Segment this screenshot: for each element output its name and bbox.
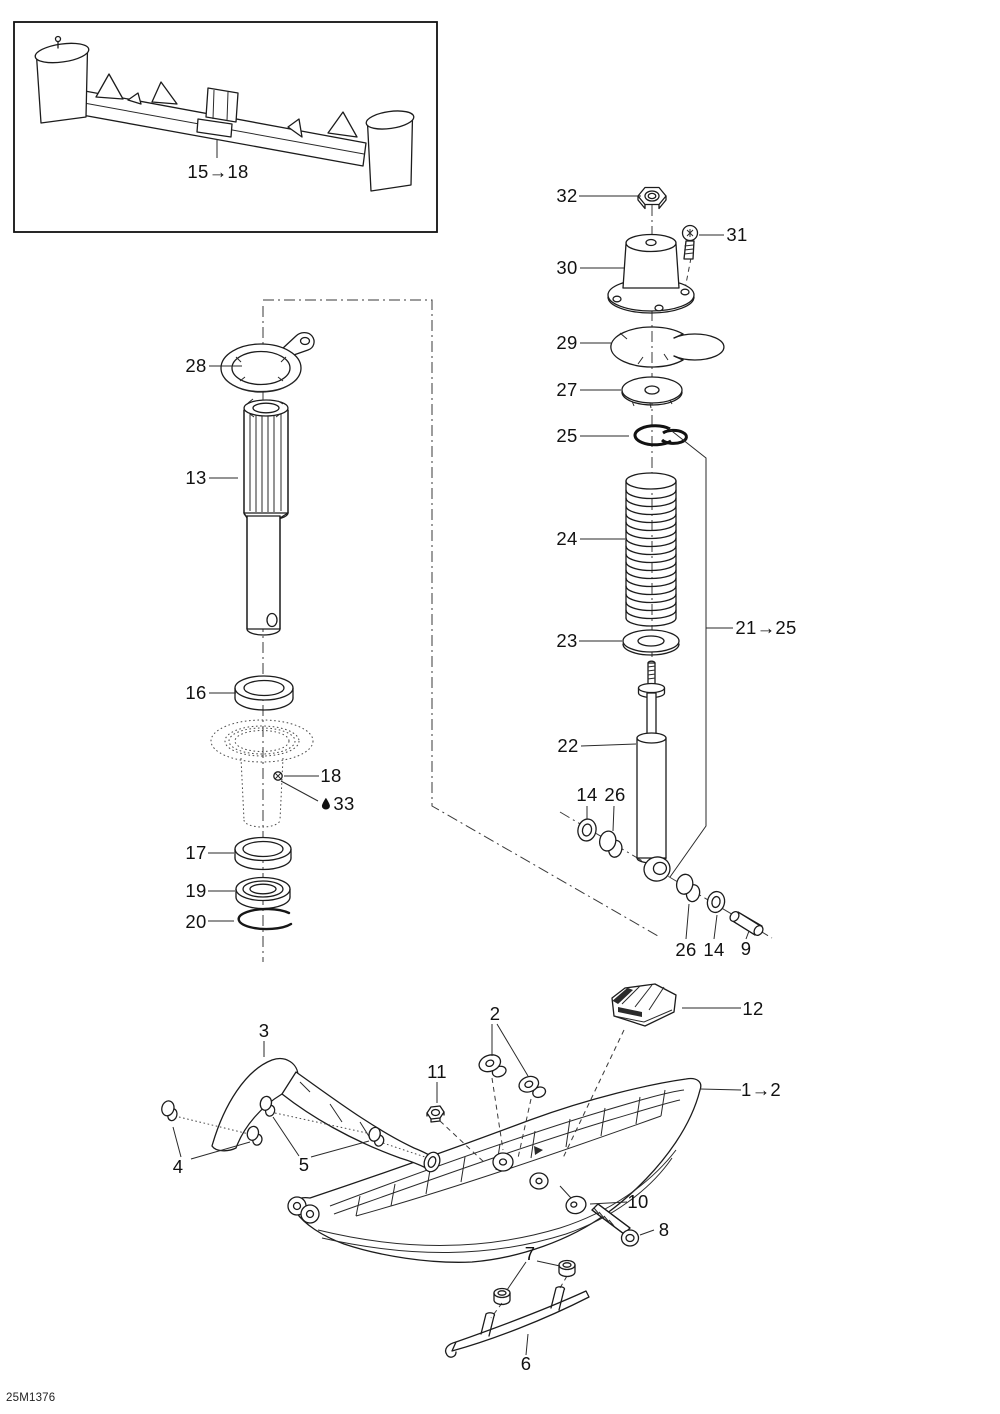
part-label-6: 6 bbox=[520, 1352, 532, 1374]
part-label-13: 13 bbox=[185, 466, 207, 488]
part-label-10: 10 bbox=[627, 1190, 649, 1212]
part-label-28: 28 bbox=[185, 354, 207, 376]
part-label-23: 23 bbox=[556, 629, 578, 651]
part-label-16: 16 bbox=[185, 681, 207, 703]
part-label-1-2: 1→2 bbox=[741, 1078, 781, 1100]
spindle-shaft-13 bbox=[244, 399, 288, 635]
part-label-32: 32 bbox=[556, 184, 578, 206]
part-label-15-18: 15→18 bbox=[187, 160, 249, 182]
ski-body-1 bbox=[288, 1079, 701, 1263]
part-label-27: 27 bbox=[556, 378, 578, 400]
nut-11 bbox=[427, 1106, 444, 1122]
document-code: 25M1376 bbox=[6, 1392, 56, 1404]
part-label-29: 29 bbox=[556, 331, 578, 353]
part-label-12: 12 bbox=[742, 997, 764, 1019]
snap-ring-20 bbox=[239, 909, 291, 929]
part-label-26-upper: 26 bbox=[604, 783, 626, 805]
part-label-31: 31 bbox=[726, 223, 748, 245]
ski-stop-12 bbox=[612, 984, 676, 1026]
part-label-14-lower: 14 bbox=[703, 938, 725, 960]
part-label-25: 25 bbox=[556, 424, 578, 446]
lubricant-drop-icon bbox=[321, 798, 330, 810]
part-label-17: 17 bbox=[185, 841, 207, 863]
bushing-26-upper bbox=[597, 830, 625, 859]
part-label-33-text: 33 bbox=[333, 792, 355, 814]
part-label-30: 30 bbox=[556, 256, 578, 278]
coil-spring-24 bbox=[626, 473, 676, 626]
pin-9 bbox=[728, 910, 765, 937]
part-label-21-25: 21→25 bbox=[735, 616, 797, 638]
part-label-3: 3 bbox=[258, 1019, 270, 1041]
part-label-24: 24 bbox=[556, 527, 578, 549]
part-label-4: 4 bbox=[172, 1155, 184, 1177]
part-label-14-upper: 14 bbox=[576, 783, 598, 805]
screw-31 bbox=[683, 226, 698, 295]
inset-axle-assembly bbox=[14, 22, 437, 232]
washer-14-lower bbox=[706, 890, 727, 914]
part-label-18: 18 bbox=[320, 764, 342, 786]
part-label-11: 11 bbox=[427, 1060, 447, 1082]
part-label-2: 2 bbox=[489, 1002, 501, 1024]
phantom-spindle-housing bbox=[211, 720, 313, 827]
bracket-21-25 bbox=[668, 428, 733, 877]
grommet-2b bbox=[517, 1073, 547, 1103]
washer-23 bbox=[623, 630, 679, 655]
part-label-22: 22 bbox=[557, 734, 579, 756]
part-label-19: 19 bbox=[185, 879, 207, 901]
spring-seat-27 bbox=[622, 377, 682, 408]
washer-14-upper bbox=[576, 817, 598, 842]
part-label-8: 8 bbox=[658, 1218, 670, 1240]
part-label-20: 20 bbox=[185, 910, 207, 932]
bushing-16 bbox=[235, 676, 293, 710]
runner-6 bbox=[446, 1287, 589, 1357]
part-label-7: 7 bbox=[524, 1242, 536, 1264]
spring-support-cup-30 bbox=[608, 235, 694, 313]
bushing-17 bbox=[235, 838, 291, 870]
ski-handle-3 bbox=[212, 1059, 442, 1174]
part-label-9: 9 bbox=[740, 937, 752, 959]
part-label-26-lower: 26 bbox=[675, 938, 697, 960]
steering-arm-28 bbox=[221, 333, 314, 392]
part-label-5: 5 bbox=[298, 1153, 310, 1175]
part-label-33 bbox=[321, 792, 355, 814]
construction-lines bbox=[263, 205, 772, 962]
cam-ring-29 bbox=[611, 327, 724, 367]
shock-absorber-22 bbox=[637, 661, 672, 883]
bushing-26-lower bbox=[674, 873, 703, 903]
spiral-ring-25 bbox=[635, 426, 686, 445]
